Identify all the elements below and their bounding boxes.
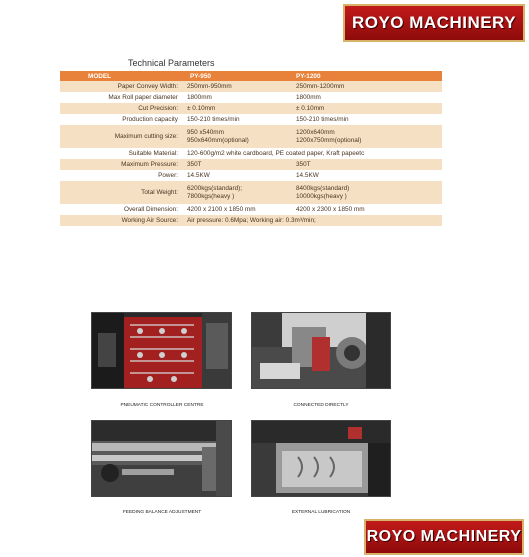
header-model: MODEL	[60, 71, 184, 81]
value-line: 150-210 times/min	[296, 115, 349, 123]
row-value-py-950	[184, 114, 293, 125]
row-value-py-950	[184, 92, 293, 103]
row-value-py-950	[184, 170, 293, 181]
value-line: 1200x640mm	[296, 128, 335, 136]
value-line: 7800kgs(heavy )	[187, 192, 235, 200]
value-line: 250mm-950mm	[187, 82, 232, 90]
table-row	[60, 204, 442, 215]
technical-parameters-table	[60, 71, 442, 226]
header-py-1200: PY-1200	[293, 71, 442, 81]
row-value-py-950	[184, 81, 293, 92]
table-row	[60, 92, 442, 103]
value-line: 1800mm	[187, 93, 212, 101]
row-label: Paper Convey Width:	[60, 81, 184, 92]
value-line: 950x640mm(optional)	[187, 136, 249, 144]
row-value-both-models: 120-600g/m2 white cardboard, PE coated paper, Kraft papeetc	[184, 148, 442, 159]
row-label: Working Air Source:	[60, 215, 184, 226]
value-line: 10000kgs(heavy )	[296, 192, 347, 200]
row-label: Maximum Pressure:	[60, 159, 184, 170]
row-value-py-1200	[293, 92, 442, 103]
row-label: Suitable Material:	[60, 148, 184, 159]
row-label: Cut Precision:	[60, 103, 184, 114]
value-line: 150-210 times/min	[187, 115, 240, 123]
value-line: 350T	[296, 160, 311, 168]
value-line: 950 x540mm	[187, 128, 224, 136]
header-py-950: PY-950	[184, 71, 293, 81]
table-row	[60, 159, 442, 170]
value-line: ± 0.10mm	[296, 104, 325, 112]
row-value-py-1200	[293, 159, 442, 170]
caption-connected-directly: CONNECTED DIRECTLY	[293, 403, 349, 408]
row-value-py-950	[184, 125, 293, 148]
table-row	[60, 215, 442, 226]
value-line: 6200kgs(standard);	[187, 184, 243, 192]
row-label: Maximum cutting size:	[60, 125, 184, 148]
row-value-py-1200	[293, 181, 442, 204]
row-value-py-950	[184, 159, 293, 170]
value-line: 4200 x 2300 x 1850 mm	[296, 205, 365, 213]
table-row	[60, 170, 442, 181]
row-label: Production capacity	[60, 114, 184, 125]
photo-connected-directly	[251, 312, 391, 389]
row-value-py-1200	[293, 81, 442, 92]
caption-pneumatic-controller: PNEUMATIC CONTROLLER CENTRE	[120, 403, 204, 408]
row-value-py-950	[184, 204, 293, 215]
row-label: Overall Dimension:	[60, 204, 184, 215]
table-header-row	[60, 71, 442, 81]
row-value-py-1200	[293, 103, 442, 114]
value-line: 14.5KW	[187, 171, 210, 179]
table-row	[60, 125, 442, 148]
value-line: 350T	[187, 160, 202, 168]
row-value-py-950	[184, 103, 293, 114]
table-row	[60, 114, 442, 125]
photo-feeding-balance	[91, 420, 232, 497]
caption-external-lubrication: EXTERNAL LUBRICATION	[291, 510, 351, 515]
row-label: Total Weight:	[60, 181, 184, 204]
row-value-py-950	[184, 181, 293, 204]
row-label: Power:	[60, 170, 184, 181]
row-value-py-1200	[293, 204, 442, 215]
row-value-py-1200	[293, 114, 442, 125]
value-line: 1800mm	[296, 93, 321, 101]
value-line: 1200x750mm(optional)	[296, 136, 362, 144]
value-line: ± 0.10mm	[187, 104, 216, 112]
table-row	[60, 103, 442, 114]
table-row	[60, 181, 442, 204]
photo-pneumatic-controller	[91, 312, 232, 389]
value-line: 4200 x 2100 x 1850 mm	[187, 205, 256, 213]
caption-feeding-balance: FEEDING BALANCE ADJUSTMENT	[122, 510, 202, 515]
brand-logo-bottom: ROYO MACHINERY	[364, 519, 524, 555]
value-line: 8400kgs(standard)	[296, 184, 350, 192]
table-row	[60, 148, 442, 159]
row-value-both-models: Air pressure: 0.6Mpa; Working air: 0.3m³/min;	[184, 215, 442, 226]
photo-external-lubrication	[251, 420, 391, 497]
section-title: Technical Parameters	[128, 58, 215, 68]
row-value-py-1200	[293, 125, 442, 148]
row-value-py-1200	[293, 170, 442, 181]
row-label: Max Roll paper diameter	[60, 92, 184, 103]
value-line: 14.5KW	[296, 171, 319, 179]
table-row	[60, 81, 442, 92]
value-line: 250mm-1200mm	[296, 82, 345, 90]
brand-logo-top: ROYO MACHINERY	[343, 4, 525, 42]
